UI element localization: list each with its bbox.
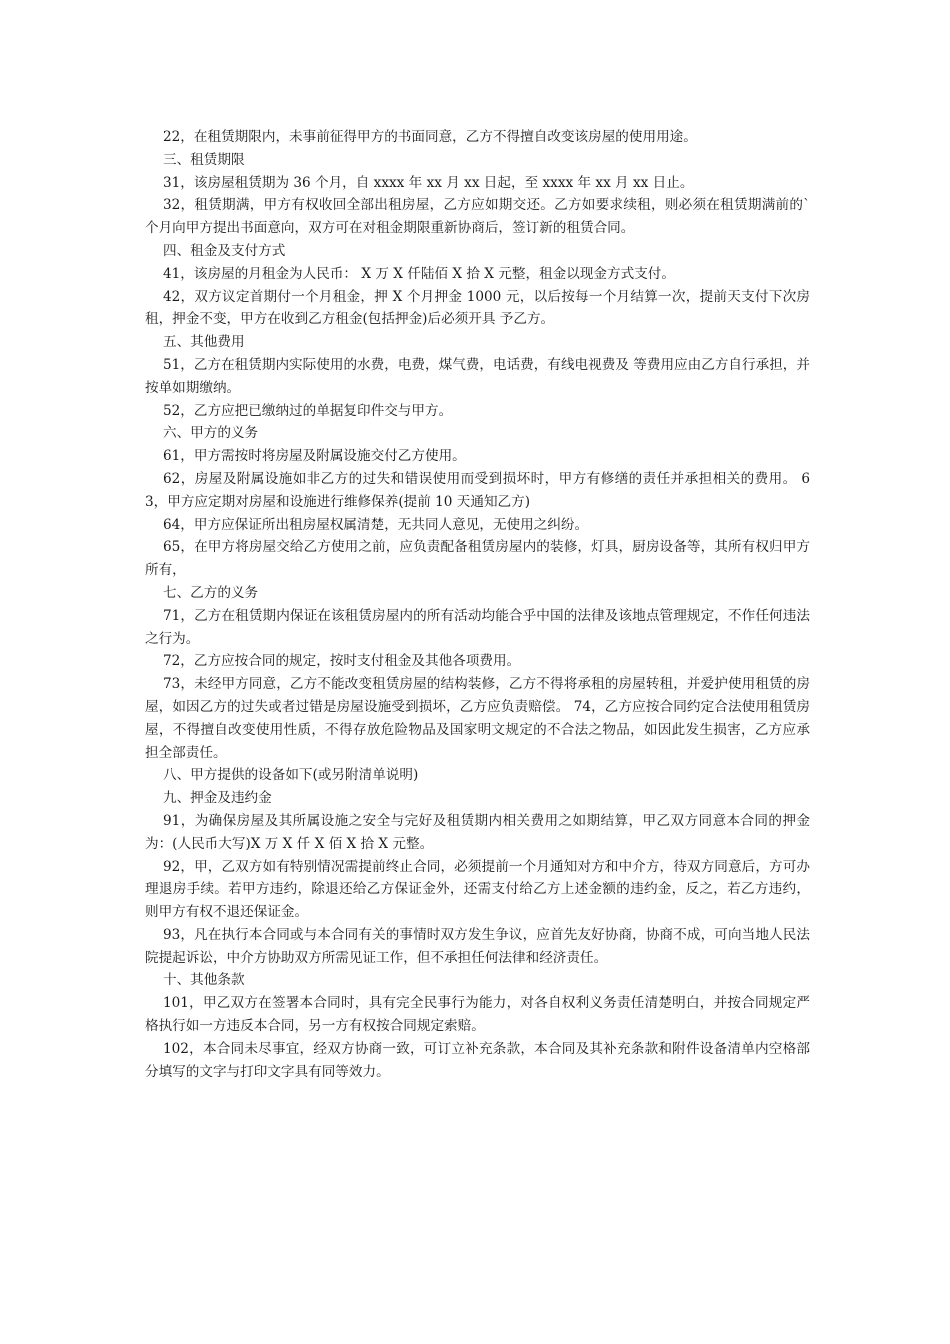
clause-73: 73，未经甲方同意，乙方不能改变租赁房屋的结构装修，乙方不得将承租的房屋转租，并爱护使用租赁的房屋，如因乙方的过失或者过错是房屋设施受到损坏，乙方应负责赔偿。 74，乙方应按合同约定合法使用租赁房屋，不得擅自改变使用性质，不得存放危险物品及国家明文规定的不合法之物品，如因此发生损害，乙方应承担全部责任。 xyxy=(145,676,810,761)
clause-93: 93，凡在执行本合同或与本合同有关的事情时双方发生争议，应首先友好协商，协商不成，可向当地人民法院提起诉讼，中介方协助双方所需见证工作，但不承担任何法律和经济责任。 xyxy=(145,926,810,966)
clause-22: 22，在租赁期限内，未事前征得甲方的书面同意，乙方不得擅自改变该房屋的使用用途。 xyxy=(163,129,697,145)
clause-101: 101，甲乙双方在签署本合同时，具有完全民事行为能力，对各自权利义务责任清楚明白，并按合同规定严格执行如一方违反本合同，另一方有权按合同规定索赔。 xyxy=(145,995,810,1035)
clause-91: 91，为确保房屋及其所属设施之安全与完好及租赁期内相关费用之如期结算，甲乙双方同意本合同的押金为：(人民币大写)X 万 X 仟 X 佰 X 拾 X 元整。 xyxy=(145,812,810,852)
section-heading-other-fees: 五、其他费用 xyxy=(163,334,245,351)
clause-102: 102，本合同未尽事宜，经双方协商一致，可订立补充条款，本合同及其补充条款和附件设备清单内空格部分填写的文字与打印文字具有同等效力。 xyxy=(145,1040,810,1080)
section-heading-party-b-duties: 七、乙方的义务 xyxy=(163,584,259,601)
clause-62: 62，房屋及附属设施如非乙方的过失和错误使用而受到损坏时，甲方有修缮的责任并承担相关的费用。 63，甲方应定期对房屋和设施进行维修保养(提前 10 天通知乙方) xyxy=(145,470,810,510)
section-heading-equipment: 八、甲方提供的设备如下(或另附清单说明) xyxy=(163,767,419,784)
clause-92: 92，甲，乙双方如有特别情况需提前终止合同，必须提前一个月通知对方和中介方，待双方同意后，方可办理退房手续。若甲方违约，除退还给乙方保证金外，还需支付给乙方上述金额的违约金，反之，若乙方违约，则甲方有权不退还保证金。 xyxy=(145,858,810,921)
clause-41: 41，该房屋的月租金为人民币： X 万 X 仟陆佰 X 拾 X 元整，租金以现金方式支付。 xyxy=(163,265,675,282)
section-heading-rent-payment: 四、租金及支付方式 xyxy=(163,242,286,259)
section-heading-party-a-duties: 六、甲方的义务 xyxy=(163,425,259,442)
clause-52: 52，乙方应把已缴纳过的单据复印件交与甲方。 xyxy=(163,402,453,419)
clause-64: 64，甲方应保证所出租房屋权属清楚，无共同人意见，无使用之纠纷。 xyxy=(163,516,589,533)
clause-31: 31，该房屋租赁期为 36 个月，自 xxxx 年 xx 月 xx 日起，至 xxxx 年 xx 月 xx 日止。 xyxy=(163,174,694,191)
section-heading-other-terms: 十、其他条款 xyxy=(163,972,245,989)
clause-72: 72，乙方应按合同的规定，按时支付租金及其他各项费用。 xyxy=(163,653,521,670)
section-heading-deposit-penalty: 九、押金及违约金 xyxy=(163,790,272,807)
clause-61: 61，甲方需按时将房屋及附属设施交付乙方使用。 xyxy=(163,448,466,465)
clause-71: 71，乙方在租赁期内保证在该租赁房屋内的所有活动均能合乎中国的法律及该地点管理规定，不作任何违法之行为。 xyxy=(145,607,810,647)
section-heading-lease-term: 三、租赁期限 xyxy=(163,151,245,168)
contract-page xyxy=(145,126,810,1083)
clause-32: 32，租赁期满，甲方有权收回全部出租房屋，乙方应如期交还。乙方如要求续租，则必须在租赁期满前的` 个月向甲方提出书面意向，双方可在对租金期限重新协商后，签订新的租赁合同。 xyxy=(145,197,810,237)
clause-42: 42，双方议定首期付一个月租金，押 X 个月押金 1000 元，以后按每一个月结算一次，提前天支付下次房租，押金不变，甲方在收到乙方租金(包括押金)后必须开具 予乙方。 xyxy=(145,288,810,328)
clause-65: 65，在甲方将房屋交给乙方使用之前，应负责配备租赁房屋内的装修，灯具，厨房设备等，其所有权归甲方所有， xyxy=(145,539,810,579)
clause-51: 51，乙方在租赁期内实际使用的水费，电费，煤气费，电话费，有线电视费及 等费用应由乙方自行承担，并按单如期缴纳。 xyxy=(145,356,810,396)
